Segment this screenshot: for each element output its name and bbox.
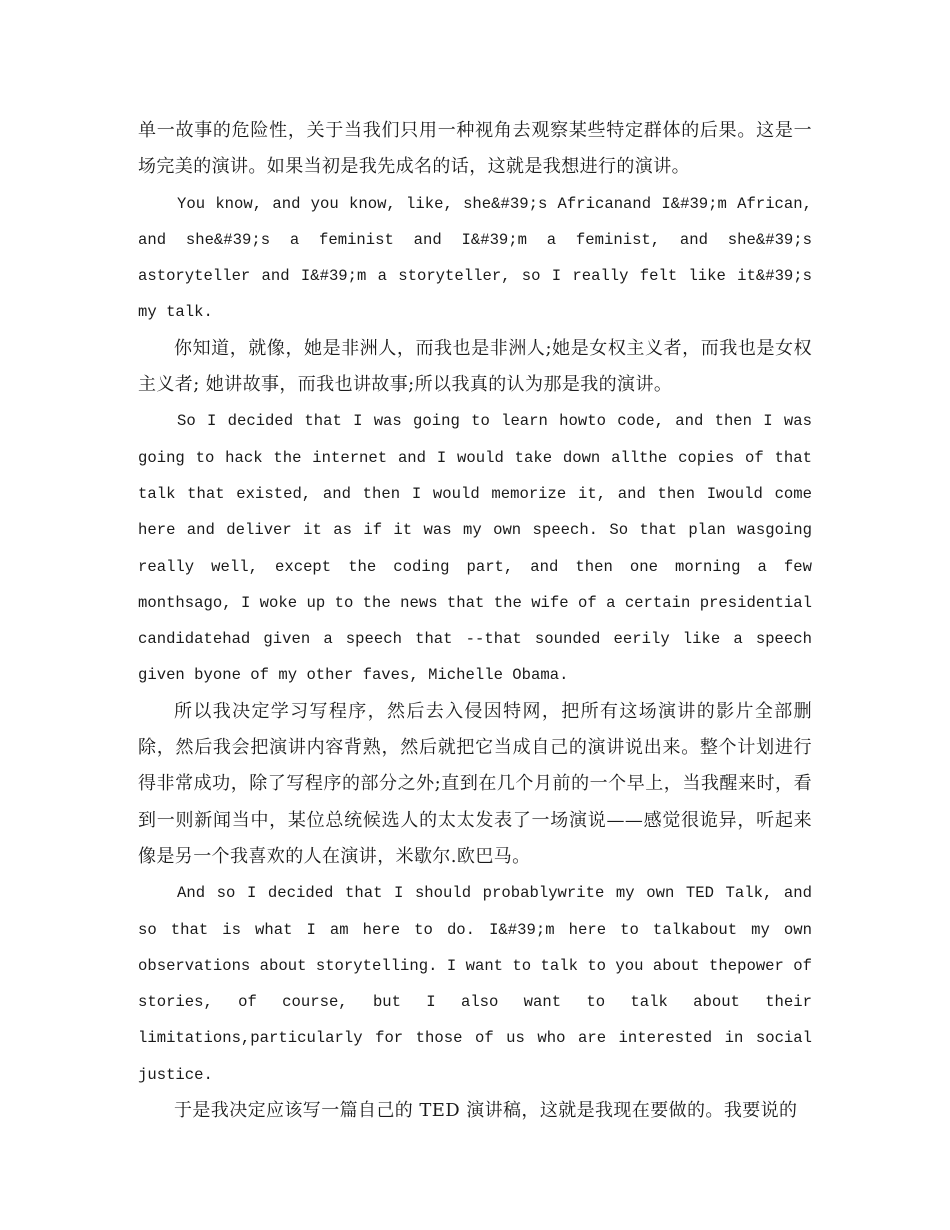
paragraph-zh-intro: 单一故事的危险性，关于当我们只用一种视角去观察某些特定群体的后果。这是一场完美的演讲。如果当初是我先成名的话，这就是我想进行的演讲。 <box>138 120 812 178</box>
paragraph-en-my-talk: You know, and you know, like, she&#39;s Africanand I&#39;m African, and she&#39;s a feminist and I&#39;m a feminist, and she&#39;s astoryteller and I&#39;m a storyteller, so I really felt like it&#39;s my talk. <box>138 194 812 322</box>
paragraph-zh-learn-to-code: 所以我决定学习写程序，然后去入侵因特网，把所有这场演讲的影片全部删除，然后我会把演讲内容背熟，然后就把它当成自己的演讲说出来。整个计划进行得非常成功，除了写程序的部分之外;直到在几个月前的一个早上，当我醒来时，看到一则新闻当中，某位总统候选人的太太发表了一场演说——感觉很诡异，听起来像是另一个我喜欢的人在演讲，米歇尔.欧巴马。 <box>138 700 812 867</box>
document-page <box>138 113 812 1129</box>
paragraph-en-learn-to-code: So I decided that I was going to learn howto code, and then I was going to hack the internet and I would take down allthe copies of that talk that existed, and then I would memorize it, and then Iwould come here and deliver it as if it was my own speech. So that plan wasgoing really well, except the coding part, and then one morning a few monthsago, I woke up to the news that the wife of a certain presidential candidatehad given a speech that --that sounded eerily like a speech given byone of my other faves, Michelle Obama. <box>138 412 812 685</box>
paragraph-en-own-ted-talk: And so I decided that I should probablywrite my own TED Talk, and so that is what I am here to do. I&#39;m here to talkabout my own observations about storytelling. I want to talk to you about thepower of stories, of course, but I also want to talk about their limitations,particularly for those of us who are interested in social justice. <box>138 884 812 1084</box>
paragraph-zh-my-talk: 你知道，就像，她是非洲人，而我也是非洲人;她是女权主义者，而我也是女权主义者; 她讲故事，而我也讲故事;所以我真的认为那是我的演讲。 <box>138 337 812 396</box>
paragraph-zh-own-ted-talk: 于是我决定应该写一篇自己的 TED 演讲稿，这就是我现在要做的。我要说的 <box>174 1100 798 1122</box>
